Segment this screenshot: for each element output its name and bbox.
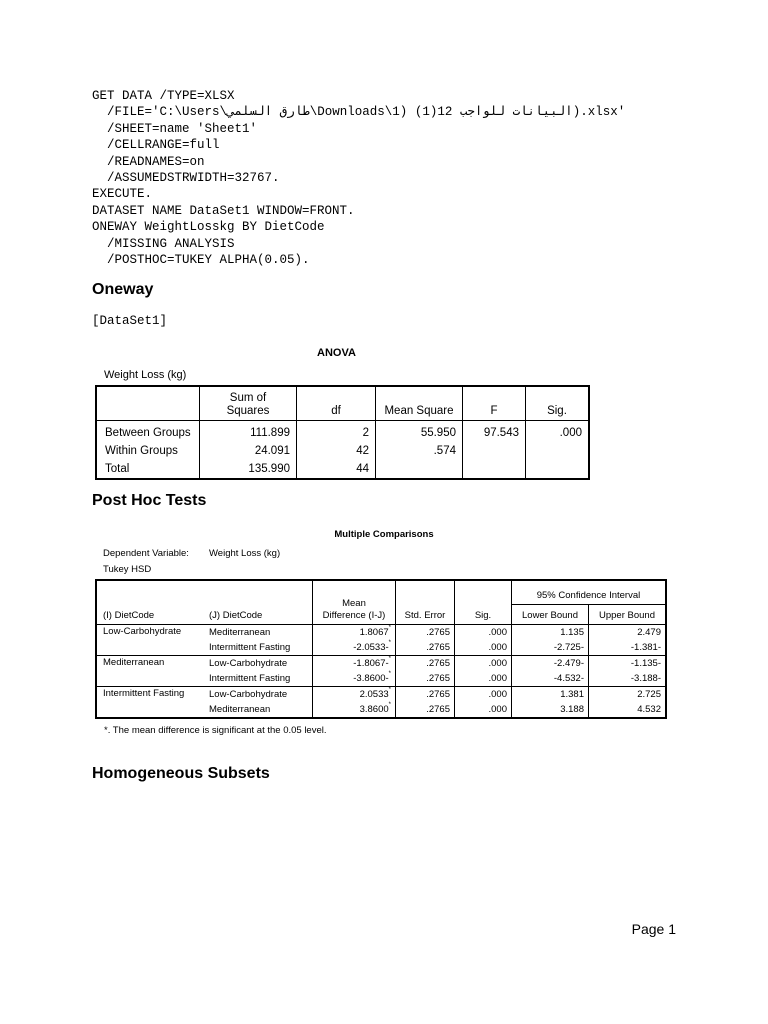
std-error-cell: .2765	[396, 671, 455, 687]
anova-cell-df: 42	[297, 442, 376, 460]
homogeneous-subsets-heading: Homogeneous Subsets	[92, 765, 270, 782]
i-dietcode-cell: Intermittent Fasting	[96, 687, 203, 719]
i-dietcode-cell: Mediterranean	[96, 656, 203, 687]
mean-difference-value: 3.8600	[359, 704, 389, 715]
header-std-error: Std. Error	[396, 580, 455, 625]
anova-cell-label: Between Groups	[96, 421, 200, 443]
j-dietcode-cell: Intermittent Fasting	[203, 671, 313, 687]
anova-cell-ss: 135.990	[200, 460, 297, 479]
significance-marker: *	[388, 687, 391, 693]
lower-bound-cell: -2.725-	[512, 640, 589, 656]
std-error-cell: .2765	[396, 687, 455, 703]
mean-difference-value: -3.8600-	[353, 673, 389, 684]
significance-marker: *	[388, 640, 391, 646]
mean-difference-cell	[313, 625, 396, 641]
anova-row	[96, 421, 589, 443]
sig-cell: .000	[455, 625, 512, 641]
post-hoc-heading: Post Hoc Tests	[92, 492, 207, 509]
upper-bound-cell: -3.188-	[589, 671, 667, 687]
lower-bound-cell: 1.381	[512, 687, 589, 703]
significance-marker: *	[388, 625, 391, 631]
i-dietcode-cell: Low-Carbohydrate	[96, 625, 203, 656]
anova-cell-f	[463, 460, 526, 479]
j-dietcode-cell: Mediterranean	[203, 625, 313, 641]
header-lower-bound: Lower Bound	[512, 605, 589, 625]
anova-cell-f	[463, 442, 526, 460]
table-row	[96, 656, 666, 672]
syntax-line: /CELLRANGE=full	[92, 138, 220, 153]
anova-cell-f: 97.543	[463, 421, 526, 443]
syntax-line: /MISSING ANALYSIS	[92, 236, 235, 251]
anova-cell-ms: 55.950	[376, 421, 463, 443]
syntax-line: /READNAMES=on	[92, 154, 205, 169]
anova-cell-ss: 111.899	[200, 421, 297, 443]
syntax-line: ONEWAY WeightLosskg BY DietCode	[92, 220, 325, 235]
anova-header-blank	[96, 386, 200, 421]
significance-marker: *	[388, 656, 391, 662]
anova-header-cell: Sig.	[526, 386, 590, 421]
dependent-variable-value: Weight Loss (kg)	[209, 548, 281, 559]
dependent-variable-label: Dependent Variable:	[103, 548, 189, 559]
upper-bound-cell: 4.532	[589, 702, 667, 718]
upper-bound-cell: 2.725	[589, 687, 667, 703]
upper-bound-cell: -1.135-	[589, 656, 667, 672]
syntax-line: /SHEET=name 'Sheet1'	[92, 121, 258, 136]
std-error-cell: .2765	[396, 656, 455, 672]
syntax-line: /POSTHOC=TUKEY ALPHA(0.05).	[92, 252, 310, 267]
header-j-dietcode: (J) DietCode	[203, 580, 313, 625]
mean-difference-value: -2.0533-	[353, 642, 389, 653]
std-error-cell: .2765	[396, 640, 455, 656]
sig-cell: .000	[455, 702, 512, 718]
header-upper-bound: Upper Bound	[589, 605, 667, 625]
header-confidence-interval: 95% Confidence Interval	[512, 580, 667, 605]
anova-cell-df: 2	[297, 421, 376, 443]
sig-cell: .000	[455, 640, 512, 656]
syntax-line: EXECUTE.	[92, 187, 153, 202]
multiple-comparisons-title: Multiple Comparisons	[334, 529, 434, 540]
anova-header-cell: F	[463, 386, 526, 421]
lower-bound-cell: -4.532-	[512, 671, 589, 687]
dataset-label: [DataSet1]	[92, 314, 168, 328]
anova-title: ANOVA	[317, 347, 356, 359]
anova-header-row	[96, 386, 589, 421]
syntax-line: GET DATA /TYPE=XLSX	[92, 89, 235, 103]
mean-difference-value: 1.8067	[359, 627, 389, 638]
anova-caption: Weight Loss (kg)	[104, 369, 187, 381]
upper-bound-cell: -1.381-	[589, 640, 667, 656]
lower-bound-cell: 1.135	[512, 625, 589, 641]
table-row	[96, 687, 666, 703]
mean-difference-value: -1.8067-	[353, 658, 389, 669]
oneway-heading: Oneway	[92, 281, 154, 298]
j-dietcode-cell: Mediterranean	[203, 702, 313, 718]
syntax-line: /ASSUMEDSTRWIDTH=32767.	[92, 170, 280, 185]
table-row	[96, 625, 666, 641]
mean-difference-cell	[313, 671, 396, 687]
syntax-line: /FILE='C:\Users\طارق السلمي\Downloads\1) (1)12 البيانات للواجب).xlsx'	[92, 105, 626, 120]
anova-cell-label: Total	[96, 460, 200, 479]
lower-bound-cell: 3.188	[512, 702, 589, 718]
anova-header-cell: df	[297, 386, 376, 421]
anova-cell-sig	[526, 460, 590, 479]
anova-cell-df: 44	[297, 460, 376, 479]
mean-difference-cell	[313, 687, 396, 703]
j-dietcode-cell: Intermittent Fasting	[203, 640, 313, 656]
method-label: Tukey HSD	[103, 564, 152, 575]
anova-header-cell: Mean Square	[376, 386, 463, 421]
header-i-dietcode: (I) DietCode	[96, 580, 203, 625]
std-error-cell: .2765	[396, 625, 455, 641]
anova-header-cell: Sum of Squares	[200, 386, 297, 421]
anova-row	[96, 442, 589, 460]
upper-bound-cell: 2.479	[589, 625, 667, 641]
anova-cell-ms	[376, 460, 463, 479]
anova-body	[96, 421, 589, 480]
anova-cell-sig	[526, 442, 590, 460]
syntax-line: DATASET NAME DataSet1 WINDOW=FRONT.	[92, 203, 355, 218]
j-dietcode-cell: Low-Carbohydrate	[203, 687, 313, 703]
lower-bound-cell: -2.479-	[512, 656, 589, 672]
anova-cell-sig: .000	[526, 421, 590, 443]
sig-cell: .000	[455, 656, 512, 672]
significance-marker: *	[388, 702, 391, 708]
mean-difference-cell	[313, 656, 396, 672]
mean-difference-cell	[313, 702, 396, 718]
j-dietcode-cell: Low-Carbohydrate	[203, 656, 313, 672]
sig-cell: .000	[455, 671, 512, 687]
syntax-block	[92, 88, 625, 268]
multiple-comparisons-table	[95, 579, 667, 719]
significance-marker: *	[388, 671, 391, 677]
header-sig: Sig.	[455, 580, 512, 625]
page-number: Page 1	[631, 921, 676, 937]
mean-difference-value: 2.0533	[359, 689, 389, 700]
anova-row	[96, 460, 589, 479]
anova-cell-ms: .574	[376, 442, 463, 460]
sig-cell: .000	[455, 687, 512, 703]
std-error-cell: .2765	[396, 702, 455, 718]
header-mean-difference: Mean Difference (I-J)	[313, 580, 396, 625]
footnote: *. The mean difference is significant at the 0.05 level.	[104, 725, 327, 736]
anova-cell-ss: 24.091	[200, 442, 297, 460]
anova-table	[95, 385, 590, 480]
anova-cell-label: Within Groups	[96, 442, 200, 460]
multiple-comparisons-body	[96, 625, 666, 719]
mean-difference-cell	[313, 640, 396, 656]
